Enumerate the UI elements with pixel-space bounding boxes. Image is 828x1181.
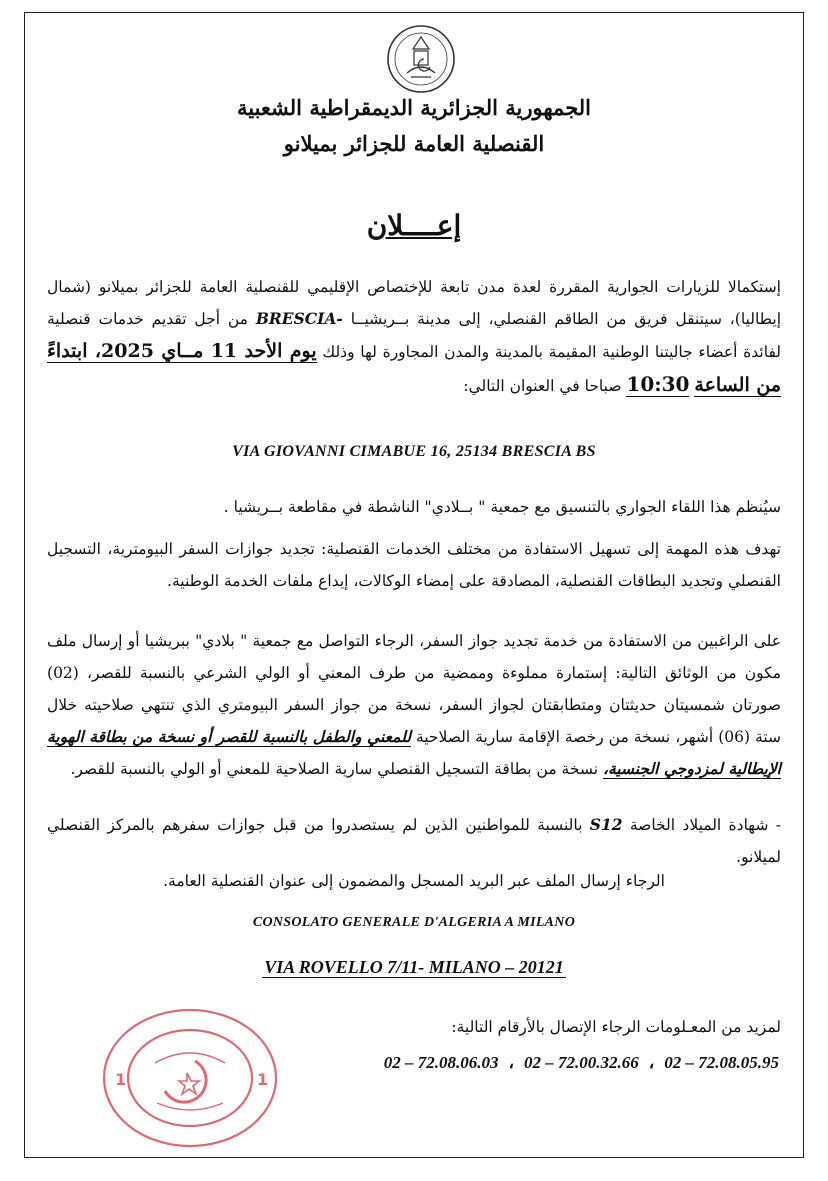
brescia-label: BRESCIA- <box>255 309 343 328</box>
intro-text-b: من أجل تقديم خدمات قنصلية لفائدة أعضاء جاليتنا الوطنية المقيمة بالمدينة والمدن المجاورة لها وذلك <box>47 310 782 361</box>
consulate-address-line <box>25 957 803 978</box>
stamp-number: 1 <box>257 1070 269 1089</box>
intro-text-a: إستكمالا للزيارات الجوارية المقررة لعدة مدن تابعة للإختصاص الإقليمي للقنصلية العامة للجزائر بميلانو (شمال إيطاليا)، سيتنقل فريق من الطاقم القنصلي، إلى مدينة بــريشيــا <box>47 278 782 328</box>
documents-text-a: على الراغبين من الاستفادة من خدمة تجديد جواز السفر، الرجاء التواصل مع جمعية " بلادي" ببريشيا أو إرسال ملف مكون من الوثائق التالية: إستمارة مملوءة وممضية من طرف المعني أو الولي الشرعي بالنسبة للقصر، (02) صورتان شمسيتان حديثتان ومتطابقتان لجواز السفر، نسخة من جواز السفر البيومتري الذي تنتهي صلاحيته خلال ستة (06) أشهر، نسخة من رخصة الإقامة سارية الصلاحية <box>47 632 781 746</box>
s12-label: S12 <box>589 815 623 834</box>
consulate-name: CONSOLATO GENERALE D'ALGERIA A MILANO <box>252 915 576 930</box>
visit-time: 10:30 <box>626 372 690 396</box>
services-paragraph: تهدف هذه المهمة إلى تسهيل الاستفادة من مختلف الخدمات القنصلية: تجديد جوازات السفر البيومترية، التسجيل القنصلي وتجديد البطاقات القنصلية، المصادقة على إمضاء الوكالات، إيداع ملفات الخدمة الوطنية. <box>47 540 781 590</box>
republic-heading: الجمهورية الجزائرية الديمقراطية الشعبية <box>236 95 591 120</box>
documents-text-b: نسخة من بطاقة التسجيل القنصلي سارية الصلاحية للمعني أو الولي بالنسبة للقصر. <box>70 760 603 778</box>
documents-paragraph <box>47 625 781 785</box>
phone-number: 02 – 72.08.05.95 <box>664 1053 779 1072</box>
birth-text-b: بالنسبة للمواطنين الذين لم يستصدروا من قبل جوازات سفرهم بالمركز القنصلي لميلانو. <box>47 816 781 866</box>
document-page <box>24 12 804 1158</box>
consulate-heading: القنصلية العامة للجزائر بميلانو <box>283 131 545 156</box>
phone-number: 02 – 72.00.32.66 <box>524 1053 639 1072</box>
consulate-stamp-icon <box>95 1003 285 1153</box>
birth-text-a: - شهادة الميلاد الخاصة <box>622 816 781 834</box>
visit-address: VIA GIOVANNI CIMABUE 16, 25134 BRESCIA BS <box>232 443 596 460</box>
stamp-number: 1 <box>115 1070 127 1089</box>
visit-date: يوم الأحد 11 مــاي 2025، ابتداءً من الساعة <box>47 340 781 396</box>
intro-text-c: صباحا في العنوان التالي: <box>463 377 627 395</box>
phone-separator: ، <box>648 1053 655 1072</box>
announcement-title: إعــــلان <box>366 209 462 242</box>
intro-paragraph <box>47 271 781 402</box>
birth-certificate-paragraph <box>47 809 781 873</box>
phone-numbers <box>384 1053 779 1073</box>
documents-underlined: للمعني والطفل بالنسبة للقصر أو نسخة من بطاقة الهوية الإيطالية لمزدوجي الجنسية، <box>47 727 781 778</box>
phone-separator: ، <box>508 1053 514 1072</box>
mail-instruction: الرجاء إرسال الملف عبر البريد المسجل والمضمون إلى عنوان القنصلية العامة. <box>163 872 665 890</box>
association-paragraph: سيُنظم هذا اللقاء الجواري بالتنسيق مع جمعية " بــلادي" الناشطة في مقاطعة بــريشيا . <box>223 498 781 516</box>
contact-paragraph: لمزيد من المعـلومات الرجاء الإتصال بالأرقام التالية: <box>451 1018 781 1036</box>
national-emblem-icon <box>385 23 457 95</box>
phone-number: 02 – 72.08.06.03 <box>383 1053 499 1072</box>
consulate-address: VIA ROVELLO 7/11- MILANO – 20121 <box>264 957 564 977</box>
